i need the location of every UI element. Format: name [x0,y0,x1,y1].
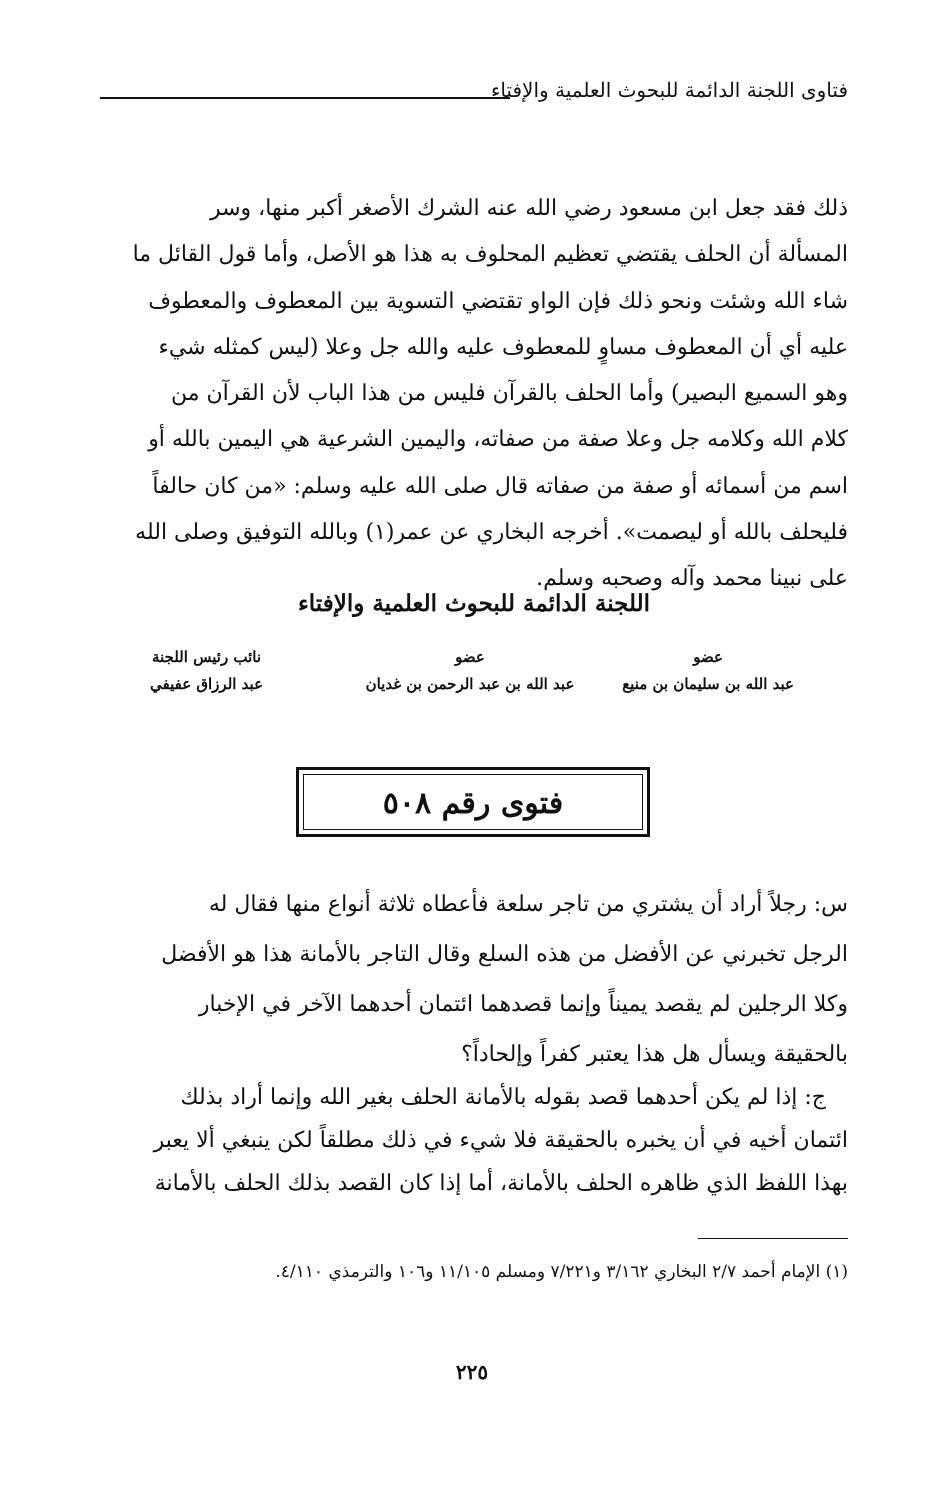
signatory-3 [150,644,263,698]
text-line: ائتمان أخيه في أن يخبره بالحقيقة فلا شيء في ذلك مطلقاً لكن ينبغي ألا يعبر [153,1128,848,1153]
committee-name: اللجنة الدائمة للبحوث العلمية والإفتاء [297,590,651,617]
text-line: س: رجلاً أراد أن يشتري من تاجر سلعة فأعطاه ثلاثة أنواع منها فقال له [208,892,848,917]
text-line: وكلا الرجلين لم يقصد يميناً وإنما قصدهما ائتمان أحدهما الآخر في الإخبار [198,992,848,1017]
footnote: (١) الإمام أحمد ٢/٧ البخاري ٣/١٦٢ و٧/٢٢١ ومسلم ١١/١٠٥ و١٠٦ والترمذي ٤/١١٠. [275,1262,848,1282]
running-header [100,78,848,108]
header-rule [100,97,510,99]
signatory-name: عبد الله بن عبد الرحمن بن غديان [365,675,575,693]
footnote-separator [698,1238,848,1239]
fatwa-title: فتوى رقم ٥٠٨ [382,786,564,821]
text-line: اسم من أسمائه أو صفة من صفاته قال صلى الله عليه وسلم: «من كان حالفاً [152,473,848,499]
signatory-name: عبد الرزاق عفيفي [150,675,264,693]
signatory-role: عضو [455,648,485,666]
text-line: ج: إذا لم يكن أحدهما قصد بقوله بالأمانة الحلف بغير الله وإنما أراد بذلك [180,1085,826,1110]
text-line: عليه أي أن المعطوف مساوٍ للمعطوف عليه والله جل وعلا (ليس كمثله شيء [158,334,848,360]
text-line: فليحلف بالله أو ليصمت». أخرجه البخاري عن عمر(١) وبالله التوفيق وصلى الله [135,520,848,546]
signatory-2 [340,644,600,698]
answer-paragraph [100,1076,848,1205]
fatwa-title-box [296,767,650,837]
text-line: المسألة أن الحلف يقتضي تعظيم المحلوف به هذا هو الأصل، وأما قول القائل ما [132,242,848,268]
signatory-role: عضو [693,648,723,666]
paragraph-previous-fatwa [100,186,848,603]
text-line: الرجل تخبرني عن الأفضل من هذه السلع وقال التاجر بالأمانة هذا هو الأفضل [161,942,848,967]
text-line: ذلك فقد جعل ابن مسعود رضي الله عنه الشرك الأصغر أكبر منها، وسر [209,196,848,221]
page-number: ٢٢٥ [455,1360,489,1384]
text-line: شاء الله وشئت ونحو ذلك فإن الواو تقتضي التسوية بين المعطوف والمعطوف [148,288,848,314]
signatory-1 [622,644,794,698]
text-line: كلام الله وكلامه جل وعلا صفة من صفاته، واليمين الشرعية هي اليمين بالله أو [148,427,848,453]
header-title: فتاوى اللجنة الدائمة للبحوث العلمية والإفتاء [490,78,848,102]
signatory-name: عبد الله بن سليمان بن منيع [622,675,794,693]
signatory-role: نائب رئيس اللجنة [151,648,262,666]
text-line: وهو السميع البصير) وأما الحلف بالقرآن فليس من هذا الباب لأن القرآن من [170,381,848,407]
text-line: على نبينا محمد وآله وصحبه وسلم. [536,566,848,592]
question-paragraph [100,880,848,1080]
text-line: بالحقيقة ويسأل هل هذا يعتبر كفراً وإلحاداً؟ [461,1042,848,1067]
text-line: بهذا اللفظ الذي ظاهره الحلف بالأمانة، أما إذا كان القصد بذلك الحلف بالأمانة [154,1171,848,1196]
